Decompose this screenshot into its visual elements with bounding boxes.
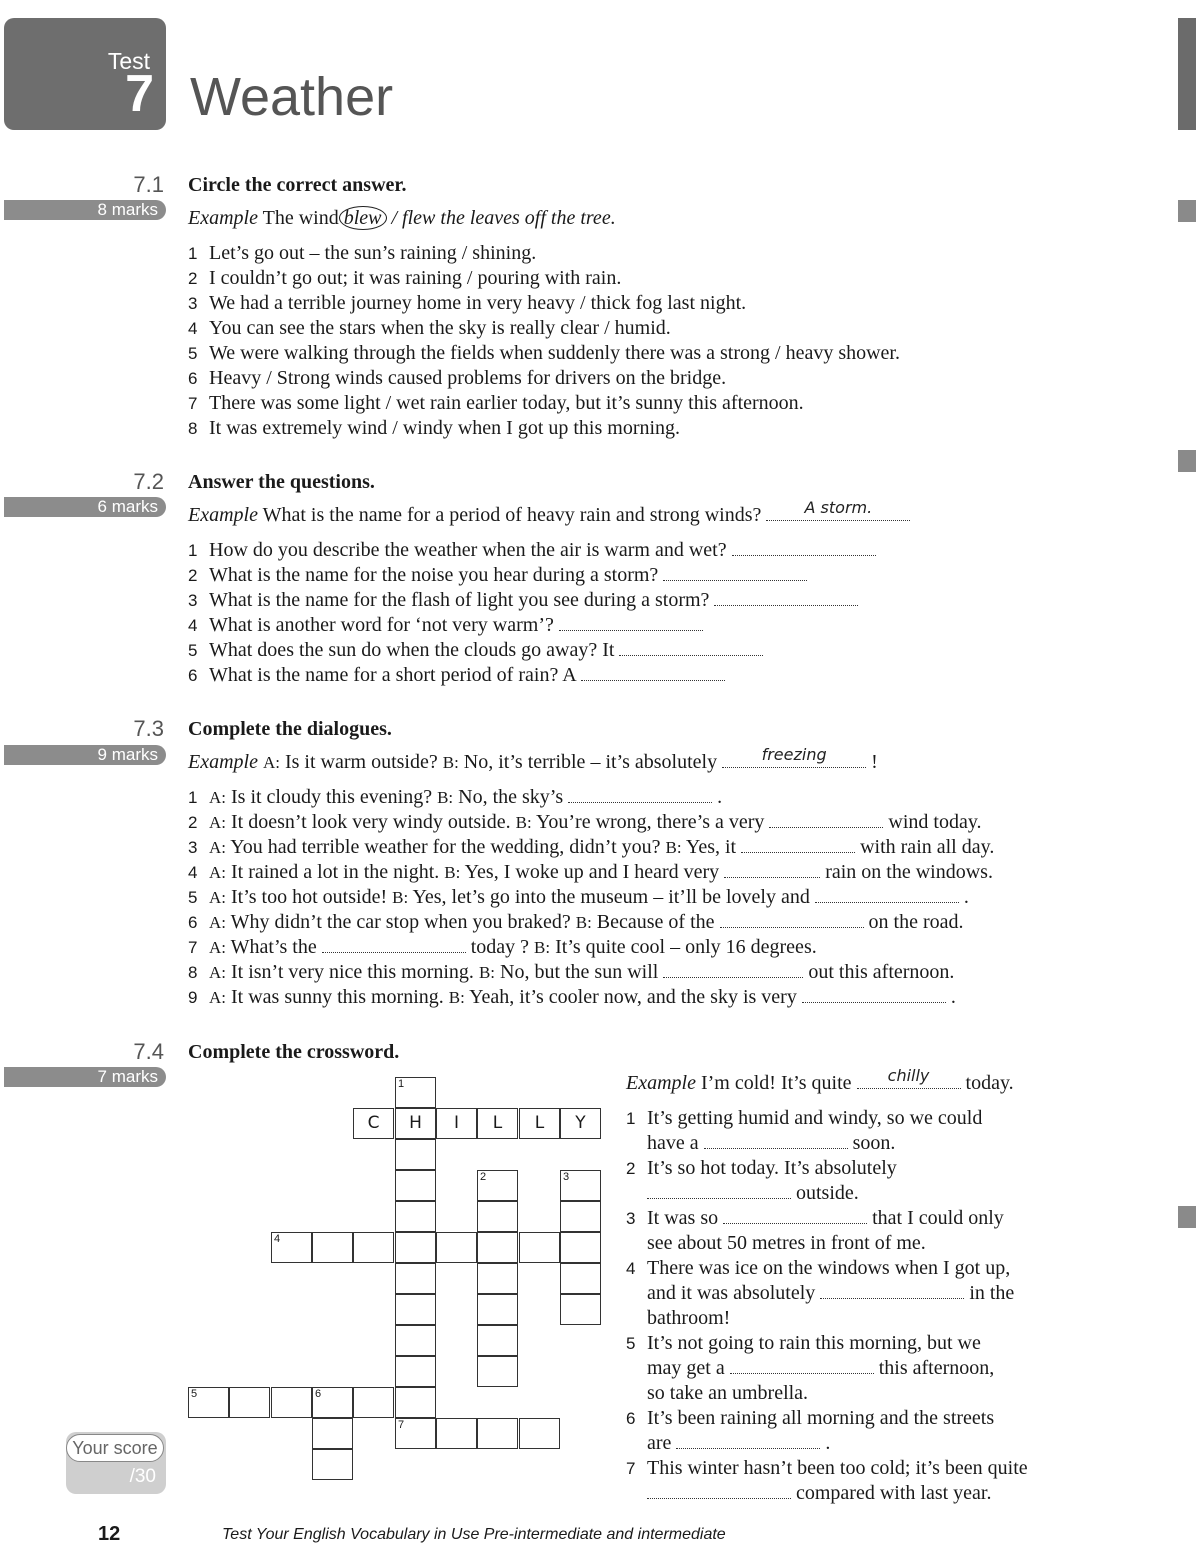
- speaker-a: A:: [209, 988, 226, 1007]
- clue-line: [626, 1306, 1014, 1331]
- edge-marker: [1178, 1206, 1196, 1228]
- line-a: What’s the: [230, 936, 317, 958]
- question-item: [188, 416, 900, 441]
- clue-text: soon.: [852, 1132, 896, 1154]
- crossword-cell[interactable]: [353, 1108, 394, 1139]
- instruction: Circle the correct answer.: [188, 174, 407, 196]
- question-text: What is the name for the flash of light you see during a storm?: [209, 589, 710, 611]
- test-badge: [4, 18, 166, 130]
- instruction: Answer the questions.: [188, 471, 375, 493]
- line-b: Because of the: [596, 911, 715, 933]
- question-item: [188, 291, 900, 316]
- crossword-cell[interactable]: [271, 1387, 312, 1418]
- question-item: [188, 266, 900, 291]
- clue-text: so take an umbrella.: [647, 1382, 809, 1404]
- question-text: Let’s go out – the sun’s raining / shining.: [209, 242, 537, 264]
- line-b: Yeah, it’s cooler now, and the sky is very: [469, 986, 797, 1008]
- dialogue-item: [188, 885, 994, 910]
- question-text: It was extremely wind / windy when I got up this morning.: [209, 417, 681, 439]
- question-text: You can see the stars when the sky is really clear / humid.: [209, 317, 671, 339]
- dialogue-item: [188, 785, 994, 810]
- section-number: 7.3: [133, 716, 164, 741]
- marks-badge: 7 marks: [4, 1067, 166, 1087]
- crossword-cell[interactable]: [312, 1449, 353, 1480]
- question-text: There was some light / wet rain earlier today, but it’s sunny this afternoon.: [209, 392, 804, 414]
- question-text: How do you describe the weather when the air is warm and wet?: [209, 539, 727, 561]
- question-number: 4: [188, 616, 198, 635]
- clue-text: This winter hasn’t been too cold; it’s been quite: [647, 1457, 1028, 1479]
- speaker-b: B:: [478, 963, 495, 982]
- question-number: 4: [188, 319, 198, 338]
- clue-text: It’s so hot today. It’s absolutely: [647, 1157, 897, 1179]
- clue-text: have a: [647, 1132, 699, 1154]
- line-b: You’re wrong, there’s a very: [535, 811, 765, 833]
- question-text: What is another word for ‘not very warm’?: [209, 614, 554, 636]
- handwritten-answer: chilly: [887, 1066, 930, 1085]
- crossword-cell[interactable]: [477, 1108, 518, 1139]
- line-a: It was sunny this morning.: [231, 986, 444, 1008]
- line-end: on the road.: [868, 911, 964, 933]
- question-number: 2: [626, 1159, 636, 1178]
- marks-badge: 8 marks: [4, 200, 166, 220]
- score-total: /30: [129, 1466, 156, 1487]
- question-number: 7: [188, 938, 198, 957]
- answer-blank[interactable]: [723, 1209, 867, 1224]
- speaker-a: A:: [209, 963, 226, 982]
- clue-text: that I could only: [872, 1207, 1004, 1229]
- question-number: 2: [188, 566, 198, 585]
- dialogue-item: [188, 860, 994, 885]
- clue-item: [626, 1456, 1028, 1506]
- footer-title: Test Your English Vocabulary in Use Pre-intermediate and intermediate: [222, 1526, 726, 1543]
- crossword-cell[interactable]: [395, 1232, 436, 1263]
- question-number: 4: [188, 863, 198, 882]
- answer-blank[interactable]: [857, 1066, 961, 1089]
- example-text: The wind: [262, 207, 339, 229]
- clue-line: [626, 1106, 982, 1131]
- question-number: 8: [188, 963, 198, 982]
- question-number: 9: [188, 988, 198, 1007]
- question-number: 1: [188, 244, 198, 263]
- clue-line: [626, 1456, 1028, 1481]
- answer-blank[interactable]: [815, 888, 959, 903]
- clue-text: see about 50 metres in front of me.: [647, 1232, 926, 1254]
- crossword-cell[interactable]: [477, 1418, 518, 1449]
- question-number: 5: [188, 888, 198, 907]
- line-a: It doesn’t look very windy outside.: [231, 811, 511, 833]
- edge-tab: [1178, 18, 1196, 130]
- example-label: Example: [626, 1072, 696, 1094]
- line-end: .: [717, 786, 723, 808]
- question-number: 2: [188, 269, 198, 288]
- clue-text: are: [647, 1432, 672, 1454]
- line-end: !: [871, 751, 878, 773]
- question-number: 6: [626, 1409, 636, 1428]
- line-a: Is it warm outside?: [284, 751, 438, 773]
- crossword-cell[interactable]: [395, 1418, 436, 1449]
- line-a: You had terrible weather for the wedding, didn’t you?: [230, 836, 661, 858]
- question-number: 1: [626, 1109, 636, 1128]
- question-text: We had a terrible journey home in very heavy / thick fog last night.: [209, 292, 747, 314]
- answer-blank[interactable]: [820, 1284, 964, 1299]
- line-b: No, the sky’s: [458, 786, 564, 808]
- question-number: 3: [626, 1209, 636, 1228]
- clue-line: [626, 1406, 994, 1431]
- dialogue-item: [188, 835, 994, 860]
- clue-text: There was ice on the windows when I got up,: [647, 1257, 1011, 1279]
- speaker-a: A:: [209, 838, 226, 857]
- speaker-a: A:: [262, 753, 280, 772]
- line-end: .: [950, 986, 956, 1008]
- answer-blank[interactable]: [766, 498, 910, 521]
- line-end: with rain all day.: [860, 836, 995, 858]
- line-end: wind today.: [888, 811, 982, 833]
- clue-item: [626, 1206, 1004, 1256]
- question-item: [188, 538, 876, 563]
- section-number: 7.2: [133, 469, 164, 494]
- speaker-b: B:: [534, 938, 551, 957]
- question-number: 1: [188, 788, 198, 807]
- crossword-cell[interactable]: [395, 1387, 436, 1418]
- clue-line: [626, 1281, 1014, 1306]
- clue-item: [626, 1106, 982, 1156]
- question-number: 1: [188, 541, 198, 560]
- instruction: Complete the crossword.: [188, 1041, 400, 1063]
- answer-blank[interactable]: [663, 566, 807, 581]
- question-item: [188, 563, 876, 588]
- cell-letter: L: [534, 1113, 545, 1133]
- crossword-cell[interactable]: [560, 1232, 601, 1263]
- example: [188, 498, 910, 528]
- speaker-a: A:: [209, 913, 226, 932]
- crossword-cell[interactable]: [519, 1108, 560, 1139]
- answer-blank[interactable]: [568, 788, 712, 803]
- answer-blank[interactable]: [663, 963, 803, 978]
- dialogue-item: [188, 960, 994, 985]
- line-b: Yes, I woke up and I heard very: [464, 861, 720, 883]
- question-list: [188, 241, 900, 441]
- clue-text: It’s not going to rain this morning, but we: [647, 1332, 981, 1354]
- example-text: What is the name for a period of heavy rain and strong winds?: [262, 504, 762, 526]
- answer-blank[interactable]: [581, 666, 725, 681]
- clue-text: bathroom!: [647, 1307, 731, 1329]
- question-text: We were walking through the fields when suddenly there was a strong / heavy shower.: [209, 342, 900, 364]
- example-text: / flew the leaves off the tree.: [391, 207, 616, 229]
- answer-blank[interactable]: [724, 863, 820, 878]
- marks-badge: 6 marks: [4, 497, 166, 517]
- crossword-cell[interactable]: [560, 1201, 601, 1232]
- crossword-cell[interactable]: [477, 1232, 518, 1263]
- crossword-cell[interactable]: [395, 1108, 436, 1139]
- crossword-cell[interactable]: [188, 1387, 229, 1418]
- speaker-b: B:: [442, 753, 459, 772]
- crossword-cell[interactable]: [395, 1139, 436, 1170]
- question-item: [188, 663, 876, 688]
- clue-item: [626, 1156, 897, 1206]
- clue-line: [626, 1156, 897, 1181]
- clue-line: [626, 1481, 1028, 1506]
- example-text: today.: [965, 1072, 1014, 1094]
- question-text: Heavy / Strong winds caused problems for drivers on the bridge.: [209, 367, 727, 389]
- cell-letter: C: [367, 1113, 380, 1133]
- crossword-cell[interactable]: [436, 1418, 477, 1449]
- question-number: 3: [188, 294, 198, 313]
- crossword-cell[interactable]: [560, 1108, 601, 1139]
- question-number: 6: [188, 913, 198, 932]
- clue-line: [626, 1256, 1014, 1281]
- answer-blank[interactable]: [559, 616, 703, 631]
- dialogue-list: [188, 785, 994, 1010]
- answer-blank[interactable]: [704, 1134, 848, 1149]
- crossword-cell[interactable]: [436, 1108, 477, 1139]
- example-label: Example: [188, 207, 258, 229]
- dialogue-item: [188, 910, 994, 935]
- clue-text: .: [825, 1432, 831, 1454]
- clue-text: compared with last year.: [796, 1482, 992, 1504]
- line-end: rain on the windows.: [825, 861, 993, 883]
- question-number: 6: [188, 369, 198, 388]
- line-a: Is it cloudy this evening?: [231, 786, 433, 808]
- page-number: 12: [98, 1523, 121, 1545]
- page-title: Weather: [190, 67, 394, 127]
- question-text: What is the name for the noise you hear during a storm?: [209, 564, 659, 586]
- question-number: 4: [626, 1259, 636, 1278]
- crossword-cell[interactable]: [519, 1418, 560, 1449]
- clue-line: [626, 1381, 994, 1406]
- answer-blank[interactable]: [769, 813, 883, 828]
- answer-blank[interactable]: [720, 913, 864, 928]
- question-item: [188, 638, 876, 663]
- edge-marker: [1178, 450, 1196, 472]
- example: [188, 745, 878, 775]
- clue-text: outside.: [796, 1182, 859, 1204]
- clue-line: [626, 1231, 1004, 1256]
- crossword-cell[interactable]: [519, 1232, 560, 1263]
- crossword-cell[interactable]: [395, 1294, 436, 1325]
- question-item: [188, 391, 900, 416]
- cell-number: 4: [274, 1233, 281, 1245]
- question-text: What does the sun do when the clouds go away? It: [209, 639, 615, 661]
- clue-line: [626, 1181, 897, 1206]
- circled-answer: blew: [339, 206, 387, 230]
- crossword-cell[interactable]: [395, 1201, 436, 1232]
- speaker-b: B:: [444, 863, 461, 882]
- clue-line: [626, 1131, 982, 1156]
- question-number: 3: [188, 838, 198, 857]
- crossword-cell[interactable]: [395, 1077, 436, 1108]
- marks-badge: 9 marks: [4, 745, 166, 765]
- clue-text: It was so: [647, 1207, 719, 1229]
- clue-text: It’s been raining all morning and the streets: [647, 1407, 995, 1429]
- question-number: 5: [626, 1334, 636, 1353]
- question-number: 7: [626, 1459, 636, 1478]
- crossword-cell[interactable]: [395, 1325, 436, 1356]
- crossword-cell[interactable]: [477, 1201, 518, 1232]
- crossword-cell[interactable]: [436, 1232, 477, 1263]
- speaker-b: B:: [515, 813, 532, 832]
- line-a: It’s too hot outside!: [231, 886, 388, 908]
- speaker-b: B:: [437, 788, 454, 807]
- speaker-b: B:: [575, 913, 592, 932]
- edge-marker: [1178, 200, 1196, 222]
- answer-blank[interactable]: [732, 541, 876, 556]
- example-label: Example: [188, 751, 258, 773]
- answer-blank[interactable]: [730, 1359, 874, 1374]
- example-label: Example: [188, 504, 258, 526]
- crossword-cell[interactable]: [477, 1263, 518, 1294]
- line-b: No, but the sun will: [500, 961, 659, 983]
- clue-line: [626, 1431, 994, 1456]
- crossword-cell[interactable]: [395, 1170, 436, 1201]
- question-number: 8: [188, 419, 198, 438]
- clue-text: may get a: [647, 1357, 725, 1379]
- dialogue-item: [188, 985, 994, 1010]
- answer-blank[interactable]: [647, 1484, 791, 1499]
- question-number: 6: [188, 666, 198, 685]
- cell-letter: Y: [575, 1113, 586, 1133]
- cell-letter: H: [409, 1113, 422, 1133]
- question-text: What is the name for a short period of rain? A: [209, 664, 576, 686]
- speaker-b: B:: [665, 838, 682, 857]
- line-mid: today ?: [470, 936, 530, 958]
- crossword-cell[interactable]: [560, 1294, 601, 1325]
- crossword-cell[interactable]: [560, 1170, 601, 1201]
- question-item: [188, 341, 900, 366]
- crossword-cell[interactable]: [312, 1232, 353, 1263]
- clue-line: [626, 1356, 994, 1381]
- question-item: [188, 613, 876, 638]
- answer-blank[interactable]: [647, 1184, 791, 1199]
- line-b: No, it’s terrible – it’s absolutely: [463, 751, 718, 773]
- cell-number: 2: [480, 1171, 487, 1183]
- clue-text: It’s getting humid and windy, so we could: [647, 1107, 983, 1129]
- cell-letter: L: [492, 1113, 503, 1133]
- question-text: I couldn’t go out; it was raining / pouring with rain.: [209, 267, 622, 289]
- speaker-a: A:: [209, 813, 226, 832]
- section-number: 7.4: [133, 1039, 164, 1064]
- dialogue-item: [188, 810, 994, 835]
- instruction: Complete the dialogues.: [188, 718, 392, 740]
- example: [188, 206, 616, 231]
- crossword-cell[interactable]: [477, 1294, 518, 1325]
- section-number: 7.1: [133, 172, 164, 197]
- crossword-cell[interactable]: [395, 1356, 436, 1387]
- dialogue-item: [188, 935, 994, 960]
- answer-blank[interactable]: [714, 591, 858, 606]
- crossword-cell[interactable]: [353, 1387, 394, 1418]
- answer-blank[interactable]: [722, 745, 866, 768]
- question-item: [188, 588, 876, 613]
- speaker-b: B:: [392, 888, 409, 907]
- speaker-a: A:: [209, 888, 226, 907]
- speaker-a: A:: [209, 788, 226, 807]
- line-b: Yes, let’s go into the museum – it’ll be lovely and: [412, 886, 810, 908]
- test-number: 7: [125, 65, 154, 123]
- cell-number: 5: [191, 1388, 198, 1400]
- answer-blank[interactable]: [322, 938, 466, 953]
- crossword-cell[interactable]: [312, 1387, 353, 1418]
- clue-line: [626, 1206, 1004, 1231]
- line-end: .: [963, 886, 969, 908]
- speaker-a: A:: [209, 863, 226, 882]
- crossword-cell[interactable]: [477, 1356, 518, 1387]
- question-number: 3: [188, 591, 198, 610]
- crossword-cell[interactable]: [477, 1325, 518, 1356]
- example-text: I’m cold! It’s quite: [700, 1072, 852, 1094]
- crossword-cell[interactable]: [312, 1418, 353, 1449]
- line-b: Yes, it: [685, 836, 737, 858]
- question-number: 5: [188, 344, 198, 363]
- speaker-a: A:: [209, 938, 226, 957]
- line-a: It isn’t very nice this morning.: [231, 961, 474, 983]
- cell-number: 3: [563, 1171, 570, 1183]
- clue-item: [626, 1406, 994, 1456]
- clue-text: and it was absolutely: [647, 1282, 816, 1304]
- clue-text: in the: [969, 1282, 1015, 1304]
- answer-blank[interactable]: [741, 838, 855, 853]
- handwritten-answer: freezing: [761, 745, 827, 764]
- question-number: 2: [188, 813, 198, 832]
- line-end: out this afternoon.: [808, 961, 955, 983]
- cell-number: 7: [398, 1419, 405, 1431]
- clue-item: [626, 1256, 1014, 1331]
- question-number: 5: [188, 641, 198, 660]
- clue-line: [626, 1331, 994, 1356]
- crossword-cell[interactable]: [395, 1263, 436, 1294]
- clue-item: [626, 1331, 994, 1406]
- test-label: Test: [107, 48, 150, 74]
- speaker-b: B:: [448, 988, 465, 1007]
- crossword-cell[interactable]: [560, 1263, 601, 1294]
- clue-text: this afternoon,: [878, 1357, 995, 1379]
- example: [626, 1066, 1014, 1096]
- answer-blank[interactable]: [802, 988, 946, 1003]
- handwritten-answer: A storm.: [804, 498, 873, 517]
- cell-number: 6: [315, 1388, 322, 1400]
- line-a: Why didn’t the car stop when you braked?: [230, 911, 571, 933]
- crossword-cell[interactable]: [271, 1232, 312, 1263]
- question-item: [188, 366, 900, 391]
- crossword-cell[interactable]: [229, 1387, 270, 1418]
- answer-blank[interactable]: [619, 641, 763, 656]
- crossword-cell[interactable]: [477, 1170, 518, 1201]
- cell-letter: I: [453, 1113, 459, 1133]
- line-a: It rained a lot in the night.: [231, 861, 440, 883]
- line-b: It’s quite cool – only 16 degrees.: [555, 936, 817, 958]
- question-item: [188, 241, 900, 266]
- question-list: [188, 538, 876, 688]
- cell-number: 1: [398, 1078, 405, 1090]
- crossword-cell[interactable]: [353, 1232, 394, 1263]
- score-label: Your score: [66, 1434, 164, 1462]
- question-number: 7: [188, 394, 198, 413]
- question-item: [188, 316, 900, 341]
- answer-blank[interactable]: [676, 1434, 820, 1449]
